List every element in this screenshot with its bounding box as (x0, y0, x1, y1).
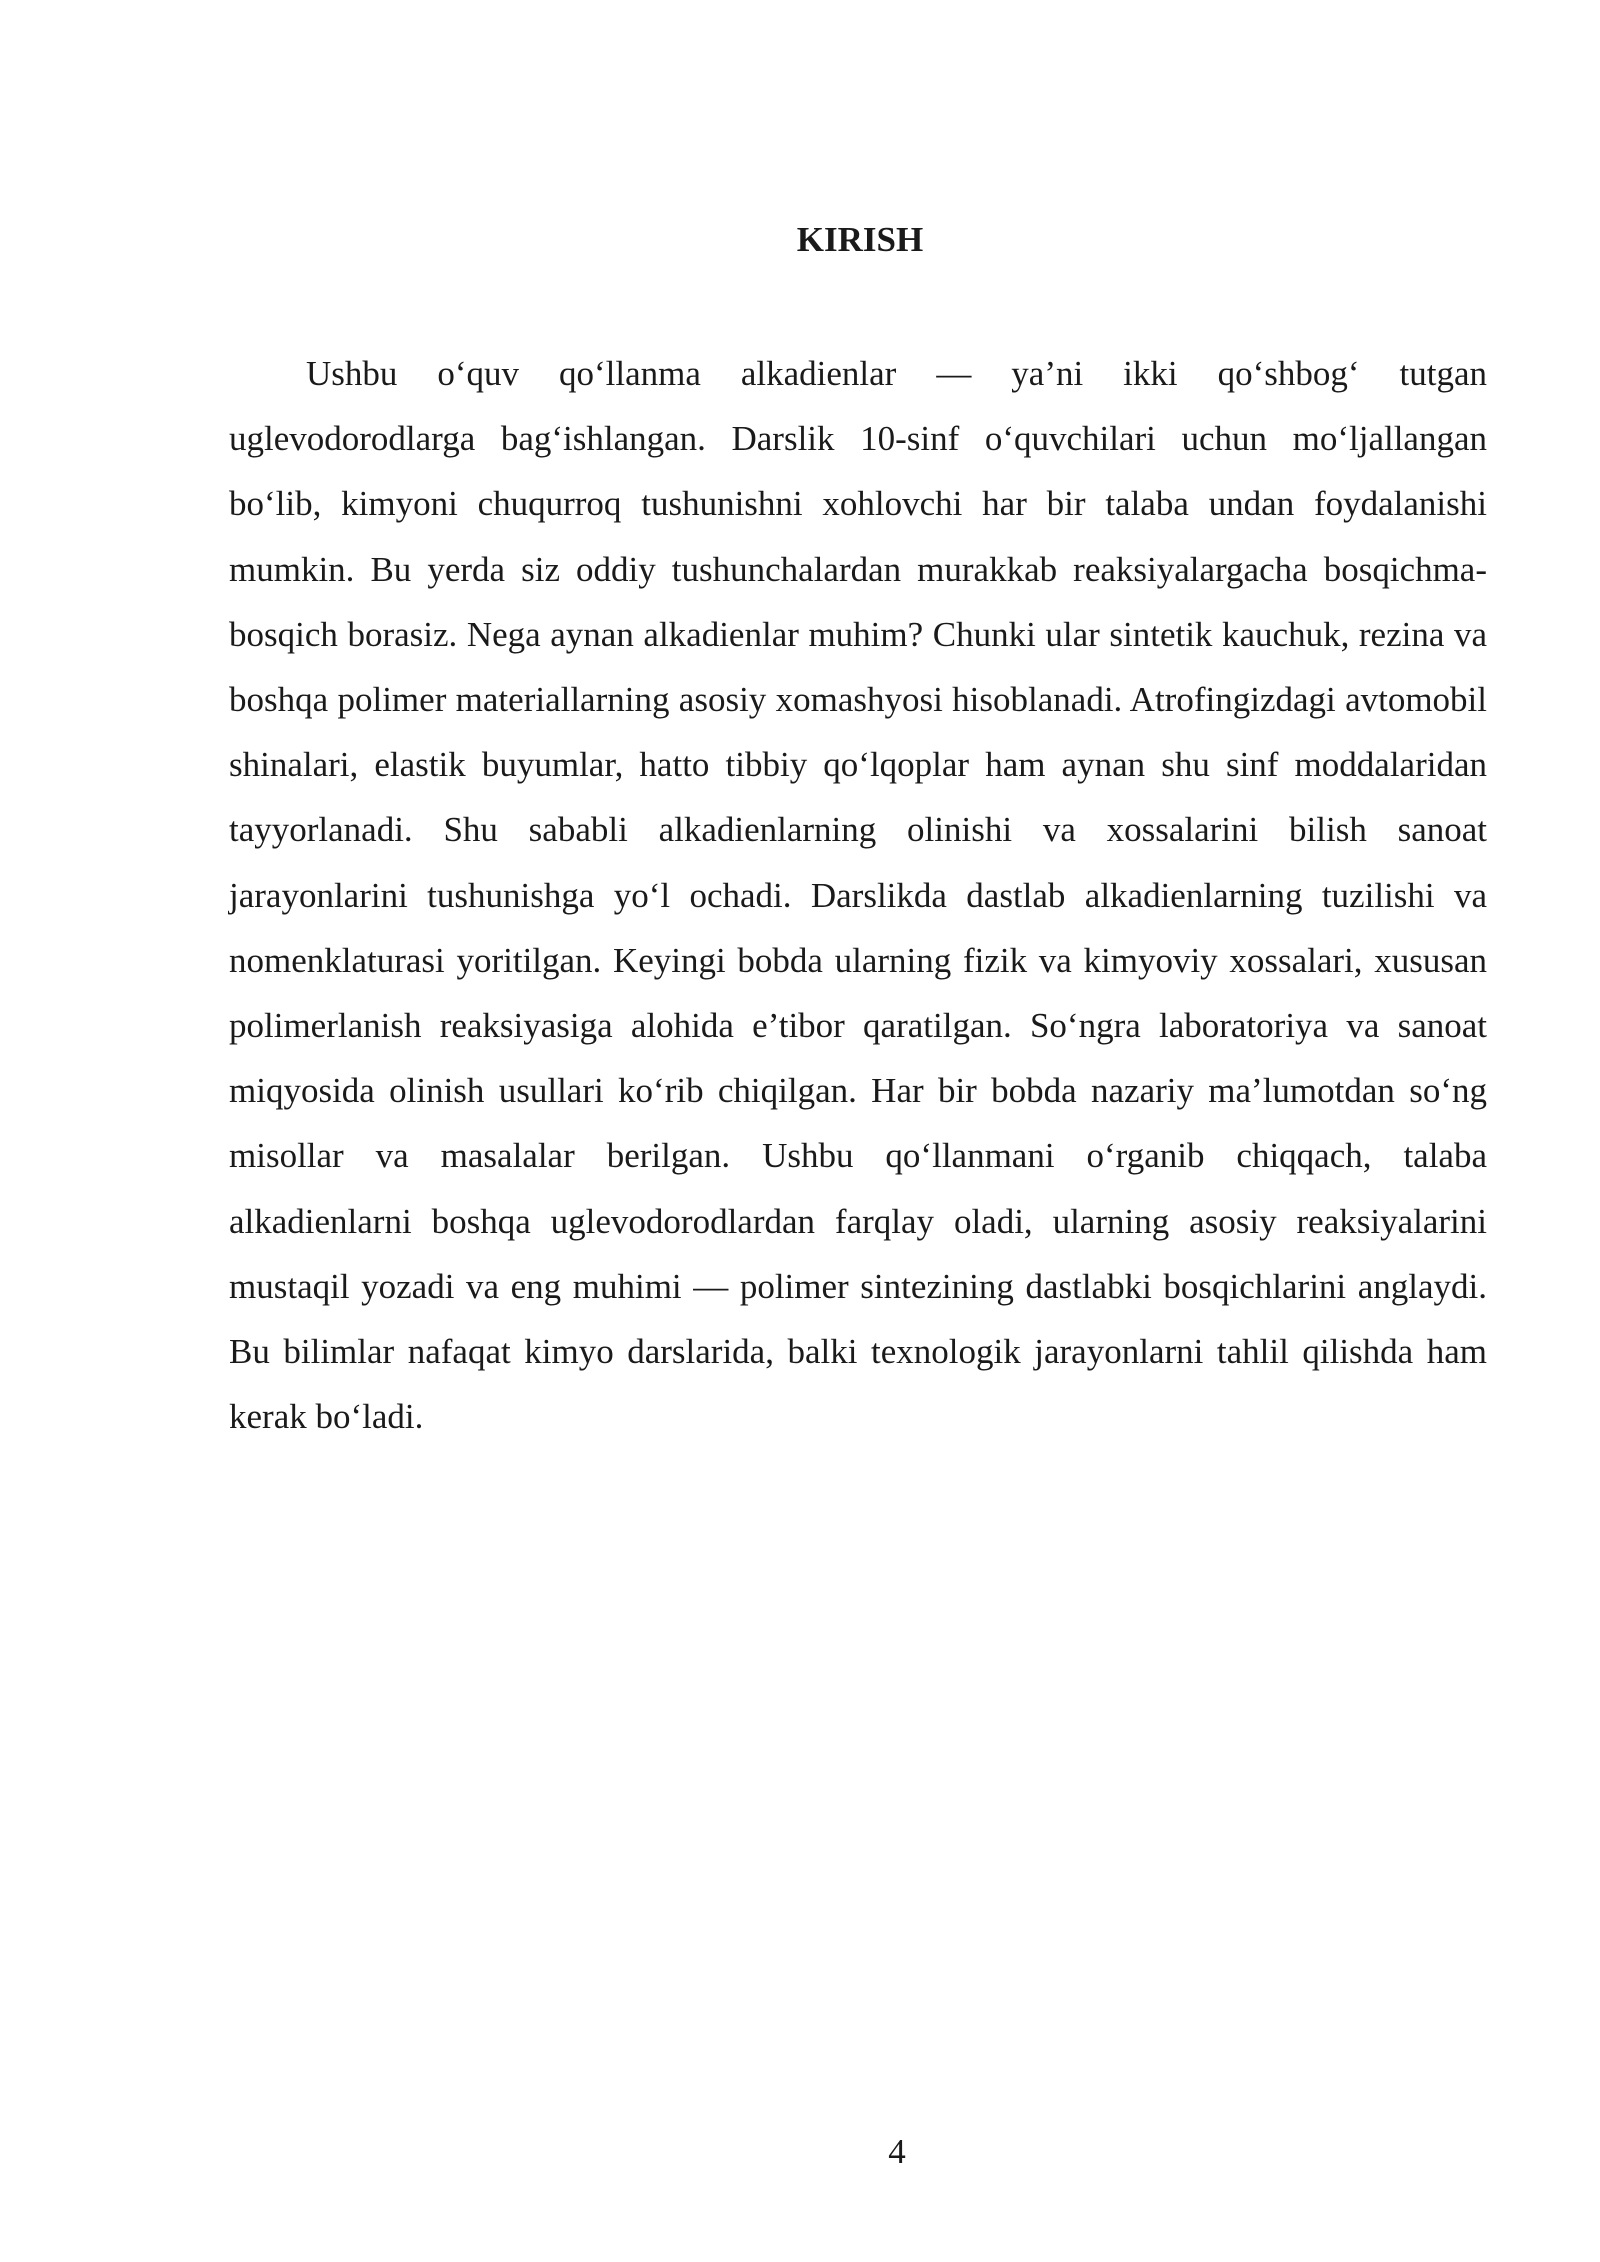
section-heading: KIRISH (796, 220, 924, 259)
body-paragraph: Ushbu o‘quv qo‘llanma alkadienlar — ya’ni ikki qo‘shbog‘ tutgan uglevodorodlarga bag‘ishlangan. Darslik 10-sinf o‘quvchilari uchun mo‘ljallangan bo‘lib, kimyoni chuqurroq tushunishni xohlovchi har bir talaba undan foydalanishi mumkin. Bu yerda siz oddiy tushunchalardan murakkab reaksiyalargacha bosqichma-bosqich borasiz. Nega aynan alkadienlar muhim? Chunki ular sintetik kauchuk, rezina va boshqa polimer materiallarning asosiy xomashyosi hisoblanadi. Atrofingizdagi avtomobil shinalari, elastik buyumlar, hatto tibbiy qo‘lqoplar ham aynan shu sinf moddalaridan tayyorlanadi. Shu sababli alkadienlarning olinishi va xossalarini bilish sanoat jarayonlarini tushunishga yo‘l ochadi. Darslikda dastlab alkadienlarning tuzilishi va nomenklaturasi yoritilgan. Keyingi bobda ularning fizik va kimyoviy xossalari, xususan polimerlanish reaksiyasiga alohida e’tibor qaratilgan. So‘ngra laboratoriya va sanoat miqyosida olinish usullari ko‘rib chiqilgan. Har bir bobda nazariy ma’lumotdan so‘ng misollar va masalalar berilgan. Ushbu qo‘llanmani o‘rganib chiqqach, talaba alkadienlarni boshqa uglevodorodlardan farqlay oladi, ularning asosiy reaksiyalarini mustaqil yozadi va eng muhimi — polimer sintezining dastlabki bosqichlarini anglaydi. Bu bilimlar nafaqat kimyo darslarida, balki texnologik jarayonlarni tahlil qilishda ham kerak bo‘ladi. (229, 354, 1487, 1437)
page-number: 4 (888, 2132, 906, 2171)
